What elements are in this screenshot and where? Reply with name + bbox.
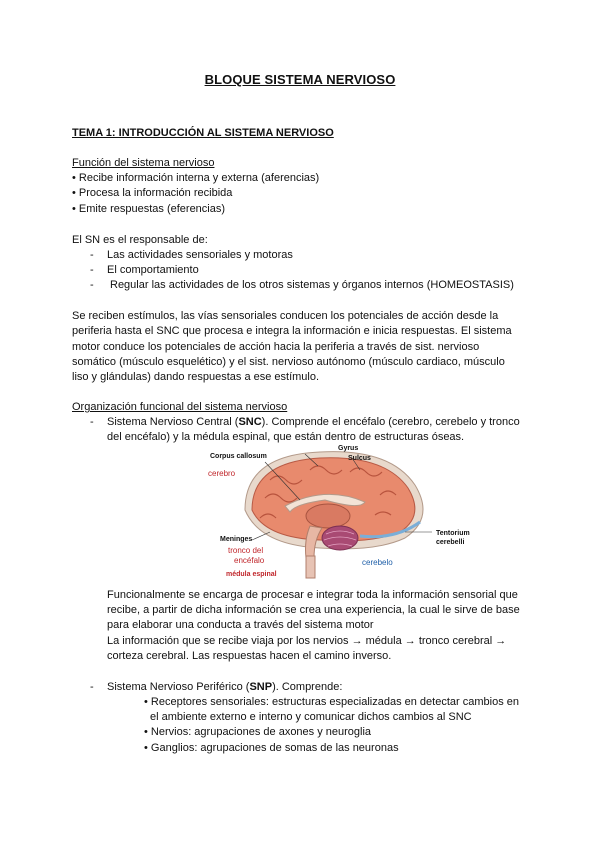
snp-bullet-cont: el ambiente externo e interno y comunicar dichos cambios al SNC bbox=[150, 711, 472, 723]
label-tentorium: Tentorium bbox=[436, 530, 470, 537]
snc-line-2: del encéfalo) y la médula espinal, que están dentro de estructuras óseas. bbox=[107, 431, 465, 443]
snc-paragraph-line: para elaborar una conducta a través del sistema motor bbox=[107, 619, 374, 631]
paragraph-line: motor conduce los potenciales de acción hacia la periferia a través de sist. nervioso bbox=[72, 341, 480, 353]
dash-marker: - bbox=[90, 249, 94, 261]
sn-item: El comportamiento bbox=[107, 264, 199, 276]
organizacion-heading: Organización funcional del sistema nervioso bbox=[72, 401, 288, 413]
paragraph-line: liso y glándulas) dando respuestas a ese estímulo. bbox=[72, 371, 320, 383]
snp-abbr: SNP bbox=[249, 681, 273, 693]
label-gyrus: Gyrus bbox=[338, 445, 359, 452]
snp-bullet: • Nervios: agrupaciones de axones y neuroglia bbox=[144, 726, 372, 738]
sn-item: Regular las actividades de los otros sistemas y órganos internos (HOMEOSTASIS) bbox=[110, 279, 514, 291]
label-cerebelo: cerebelo bbox=[362, 558, 393, 567]
funcion-bullet: • Emite respuestas (eferencias) bbox=[72, 203, 226, 215]
funcion-bullet: • Recibe información interna y externa (aferencias) bbox=[72, 172, 320, 184]
paragraph-line: Se reciben estímulos, las vías sensoriales conducen los potenciales de acción desde la bbox=[72, 310, 499, 322]
tema-heading: TEMA 1: INTRODUCCIÓN AL SISTEMA NERVIOSO bbox=[72, 127, 334, 139]
paragraph-line: periferia hasta el SNC que procesa e integra la información e inicia respuestas. El sistema bbox=[72, 325, 512, 337]
dash-marker: - bbox=[90, 279, 94, 291]
snc-paragraph-line: La información que se recibe viaja por los nervios → médula → tronco cerebral → bbox=[107, 635, 507, 647]
label-meninges: Meninges bbox=[220, 536, 253, 543]
label-sulcus: Sulcus bbox=[348, 455, 371, 462]
snp-line: Sistema Nervioso Periférico (SNP). Comprende: bbox=[107, 681, 343, 693]
brain-diagram bbox=[200, 440, 520, 582]
dash-marker: - bbox=[90, 416, 94, 428]
snp-bullet: • Receptores sensoriales: estructuras especializadas en detectar cambios en bbox=[144, 696, 519, 708]
snc-abbr: SNC bbox=[238, 416, 262, 428]
sn-intro: El SN es el responsable de: bbox=[72, 234, 208, 246]
label-cerebro: cerebro bbox=[208, 469, 236, 478]
funcion-bullet: • Procesa la información recibida bbox=[72, 187, 233, 199]
label-tronco: tronco del bbox=[228, 546, 264, 555]
label-tentorium-2: cerebelli bbox=[436, 539, 465, 546]
dash-marker: - bbox=[90, 264, 94, 276]
paragraph-line: somático (músculo esquelético) y el sist. nervioso autónomo (músculo cardiaco, músculo bbox=[72, 356, 505, 368]
dash-marker: - bbox=[90, 681, 94, 693]
snp-bullet: • Ganglios: agrupaciones de somas de las neuronas bbox=[144, 742, 399, 754]
snc-line-1: Sistema Nervioso Central (SNC). Comprende el encéfalo (cerebro, cerebelo y tronco bbox=[107, 416, 520, 428]
snc-paragraph-line: Funcionalmente se encarga de procesar e integrar toda la información sensorial que bbox=[107, 589, 518, 601]
snc-paragraph-line: recibe, a partir de dicha información se crea una experiencia, la cual le sirve de base bbox=[107, 604, 520, 616]
sn-item: Las actividades sensoriales y motoras bbox=[107, 249, 293, 261]
label-encefalo: encéfalo bbox=[234, 556, 265, 565]
funcion-heading: Función del sistema nervioso bbox=[72, 157, 215, 169]
label-medula: médula espinal bbox=[226, 571, 277, 578]
label-corpus-callosum: Corpus callosum bbox=[210, 453, 267, 460]
document-title: BLOQUE SISTEMA NERVIOSO bbox=[204, 72, 396, 87]
snc-paragraph-line: corteza cerebral. Las respuestas hacen el camino inverso. bbox=[107, 650, 392, 662]
